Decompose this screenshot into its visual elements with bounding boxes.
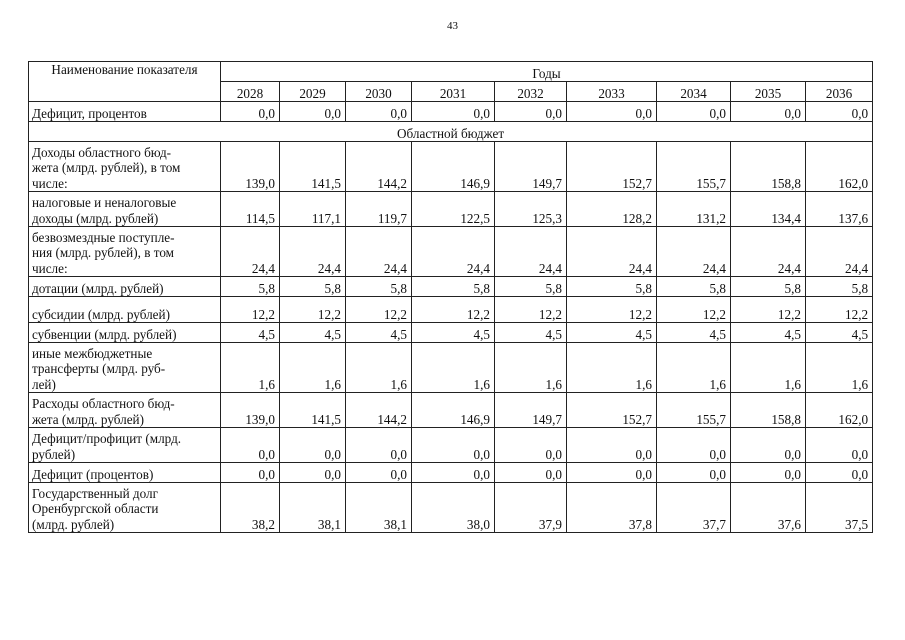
year-header: 2033	[567, 82, 657, 102]
value-cell: 0,0	[731, 463, 806, 483]
value-cell: 38,2	[221, 483, 280, 533]
value-cell: 12,2	[280, 297, 346, 323]
value-cell: 4,5	[280, 323, 346, 343]
value-cell: 12,2	[806, 297, 873, 323]
value-cell: 0,0	[657, 463, 731, 483]
indicator-name: Дефицит, процентов	[29, 102, 221, 122]
value-cell: 0,0	[806, 102, 873, 122]
year-header: 2031	[412, 82, 495, 102]
value-cell: 158,8	[731, 142, 806, 192]
value-cell: 0,0	[221, 102, 280, 122]
value-cell: 144,2	[346, 393, 412, 428]
section-row	[29, 122, 873, 142]
year-header: 2028	[221, 82, 280, 102]
value-cell: 146,9	[412, 393, 495, 428]
value-cell: 1,6	[657, 343, 731, 393]
value-cell: 0,0	[657, 428, 731, 463]
value-cell: 24,4	[731, 227, 806, 277]
value-cell: 4,5	[346, 323, 412, 343]
value-cell: 4,5	[567, 323, 657, 343]
value-cell: 4,5	[221, 323, 280, 343]
value-cell: 134,4	[731, 192, 806, 227]
table-row	[29, 192, 873, 227]
value-cell: 24,4	[346, 227, 412, 277]
indicator-name: налоговые и неналоговые доходы (млрд. рублей)	[29, 192, 221, 227]
value-cell: 24,4	[567, 227, 657, 277]
value-cell: 5,8	[495, 277, 567, 297]
indicator-name: Расходы областного бюд- жета (млрд. рублей)	[29, 393, 221, 428]
table-row	[29, 343, 873, 393]
years-group-header: Годы	[221, 62, 873, 82]
value-cell: 152,7	[567, 142, 657, 192]
value-cell: 1,6	[495, 343, 567, 393]
value-cell: 0,0	[495, 463, 567, 483]
value-cell: 152,7	[567, 393, 657, 428]
table-row	[29, 227, 873, 277]
value-cell: 38,0	[412, 483, 495, 533]
value-cell: 155,7	[657, 142, 731, 192]
value-cell: 155,7	[657, 393, 731, 428]
value-cell: 114,5	[221, 192, 280, 227]
value-cell: 131,2	[657, 192, 731, 227]
value-cell: 141,5	[280, 393, 346, 428]
value-cell: 24,4	[806, 227, 873, 277]
value-cell: 0,0	[412, 463, 495, 483]
value-cell: 38,1	[280, 483, 346, 533]
value-cell: 0,0	[806, 463, 873, 483]
value-cell: 5,8	[806, 277, 873, 297]
table-row	[29, 142, 873, 192]
value-cell: 12,2	[495, 297, 567, 323]
value-cell: 12,2	[346, 297, 412, 323]
value-cell: 0,0	[346, 463, 412, 483]
year-header: 2035	[731, 82, 806, 102]
value-cell: 1,6	[412, 343, 495, 393]
value-cell: 4,5	[412, 323, 495, 343]
value-cell: 122,5	[412, 192, 495, 227]
table-row	[29, 463, 873, 483]
value-cell: 0,0	[346, 428, 412, 463]
value-cell: 0,0	[412, 428, 495, 463]
year-header: 2032	[495, 82, 567, 102]
indicator-name: иные межбюджетные трансферты (млрд. руб- лей)	[29, 343, 221, 393]
value-cell: 162,0	[806, 142, 873, 192]
indicator-name-header: Наименование показателя	[29, 62, 221, 102]
value-cell: 1,6	[221, 343, 280, 393]
value-cell: 0,0	[567, 428, 657, 463]
value-cell: 158,8	[731, 393, 806, 428]
value-cell: 0,0	[495, 102, 567, 122]
value-cell: 37,5	[806, 483, 873, 533]
indicator-name: субвенции (млрд. рублей)	[29, 323, 221, 343]
value-cell: 4,5	[495, 323, 567, 343]
table-row	[29, 277, 873, 297]
value-cell: 5,8	[221, 277, 280, 297]
value-cell: 37,9	[495, 483, 567, 533]
indicator-name: Доходы областного бюд- жета (млрд. рублей), в том числе:	[29, 142, 221, 192]
indicator-name: безвозмездные поступле- ния (млрд. рублей), в том числе:	[29, 227, 221, 277]
value-cell: 5,8	[657, 277, 731, 297]
value-cell: 144,2	[346, 142, 412, 192]
value-cell: 24,4	[280, 227, 346, 277]
table-row	[29, 428, 873, 463]
table-row	[29, 323, 873, 343]
value-cell: 5,8	[412, 277, 495, 297]
value-cell: 0,0	[731, 102, 806, 122]
value-cell: 24,4	[412, 227, 495, 277]
value-cell: 149,7	[495, 142, 567, 192]
value-cell: 4,5	[731, 323, 806, 343]
value-cell: 37,7	[657, 483, 731, 533]
section-title: Областной бюджет	[29, 122, 873, 142]
value-cell: 1,6	[806, 343, 873, 393]
value-cell: 24,4	[657, 227, 731, 277]
value-cell: 141,5	[280, 142, 346, 192]
value-cell: 5,8	[280, 277, 346, 297]
year-header: 2029	[280, 82, 346, 102]
table-row	[29, 483, 873, 533]
value-cell: 4,5	[657, 323, 731, 343]
indicator-name: субсидии (млрд. рублей)	[29, 297, 221, 323]
page-number: 43	[447, 20, 458, 32]
value-cell: 1,6	[731, 343, 806, 393]
indicator-name: Дефицит/профицит (млрд. рублей)	[29, 428, 221, 463]
value-cell: 137,6	[806, 192, 873, 227]
value-cell: 1,6	[280, 343, 346, 393]
table-row	[29, 297, 873, 323]
value-cell: 139,0	[221, 393, 280, 428]
value-cell: 162,0	[806, 393, 873, 428]
value-cell: 0,0	[495, 428, 567, 463]
value-cell: 0,0	[806, 428, 873, 463]
value-cell: 5,8	[346, 277, 412, 297]
year-header: 2030	[346, 82, 412, 102]
value-cell: 0,0	[221, 463, 280, 483]
value-cell: 12,2	[412, 297, 495, 323]
indicator-name: Дефицит (процентов)	[29, 463, 221, 483]
value-cell: 0,0	[280, 102, 346, 122]
value-cell: 38,1	[346, 483, 412, 533]
value-cell: 37,6	[731, 483, 806, 533]
value-cell: 0,0	[731, 428, 806, 463]
table-row	[29, 102, 873, 122]
value-cell: 24,4	[221, 227, 280, 277]
indicator-name: дотации (млрд. рублей)	[29, 277, 221, 297]
value-cell: 1,6	[567, 343, 657, 393]
value-cell: 0,0	[567, 463, 657, 483]
value-cell: 117,1	[280, 192, 346, 227]
value-cell: 24,4	[495, 227, 567, 277]
value-cell: 119,7	[346, 192, 412, 227]
value-cell: 12,2	[221, 297, 280, 323]
value-cell: 1,6	[346, 343, 412, 393]
value-cell: 149,7	[495, 393, 567, 428]
year-header: 2034	[657, 82, 731, 102]
value-cell: 0,0	[280, 428, 346, 463]
value-cell: 128,2	[567, 192, 657, 227]
value-cell: 146,9	[412, 142, 495, 192]
value-cell: 0,0	[657, 102, 731, 122]
value-cell: 0,0	[567, 102, 657, 122]
value-cell: 139,0	[221, 142, 280, 192]
value-cell: 37,8	[567, 483, 657, 533]
value-cell: 5,8	[731, 277, 806, 297]
value-cell: 0,0	[221, 428, 280, 463]
table-row	[29, 393, 873, 428]
value-cell: 4,5	[806, 323, 873, 343]
indicator-name: Государственный долг Оренбургской области (млрд. рублей)	[29, 483, 221, 533]
value-cell: 0,0	[412, 102, 495, 122]
value-cell: 0,0	[280, 463, 346, 483]
value-cell: 12,2	[731, 297, 806, 323]
value-cell: 12,2	[657, 297, 731, 323]
value-cell: 5,8	[567, 277, 657, 297]
value-cell: 0,0	[346, 102, 412, 122]
value-cell: 12,2	[567, 297, 657, 323]
value-cell: 125,3	[495, 192, 567, 227]
indicators-table	[28, 61, 873, 533]
year-header: 2036	[806, 82, 873, 102]
